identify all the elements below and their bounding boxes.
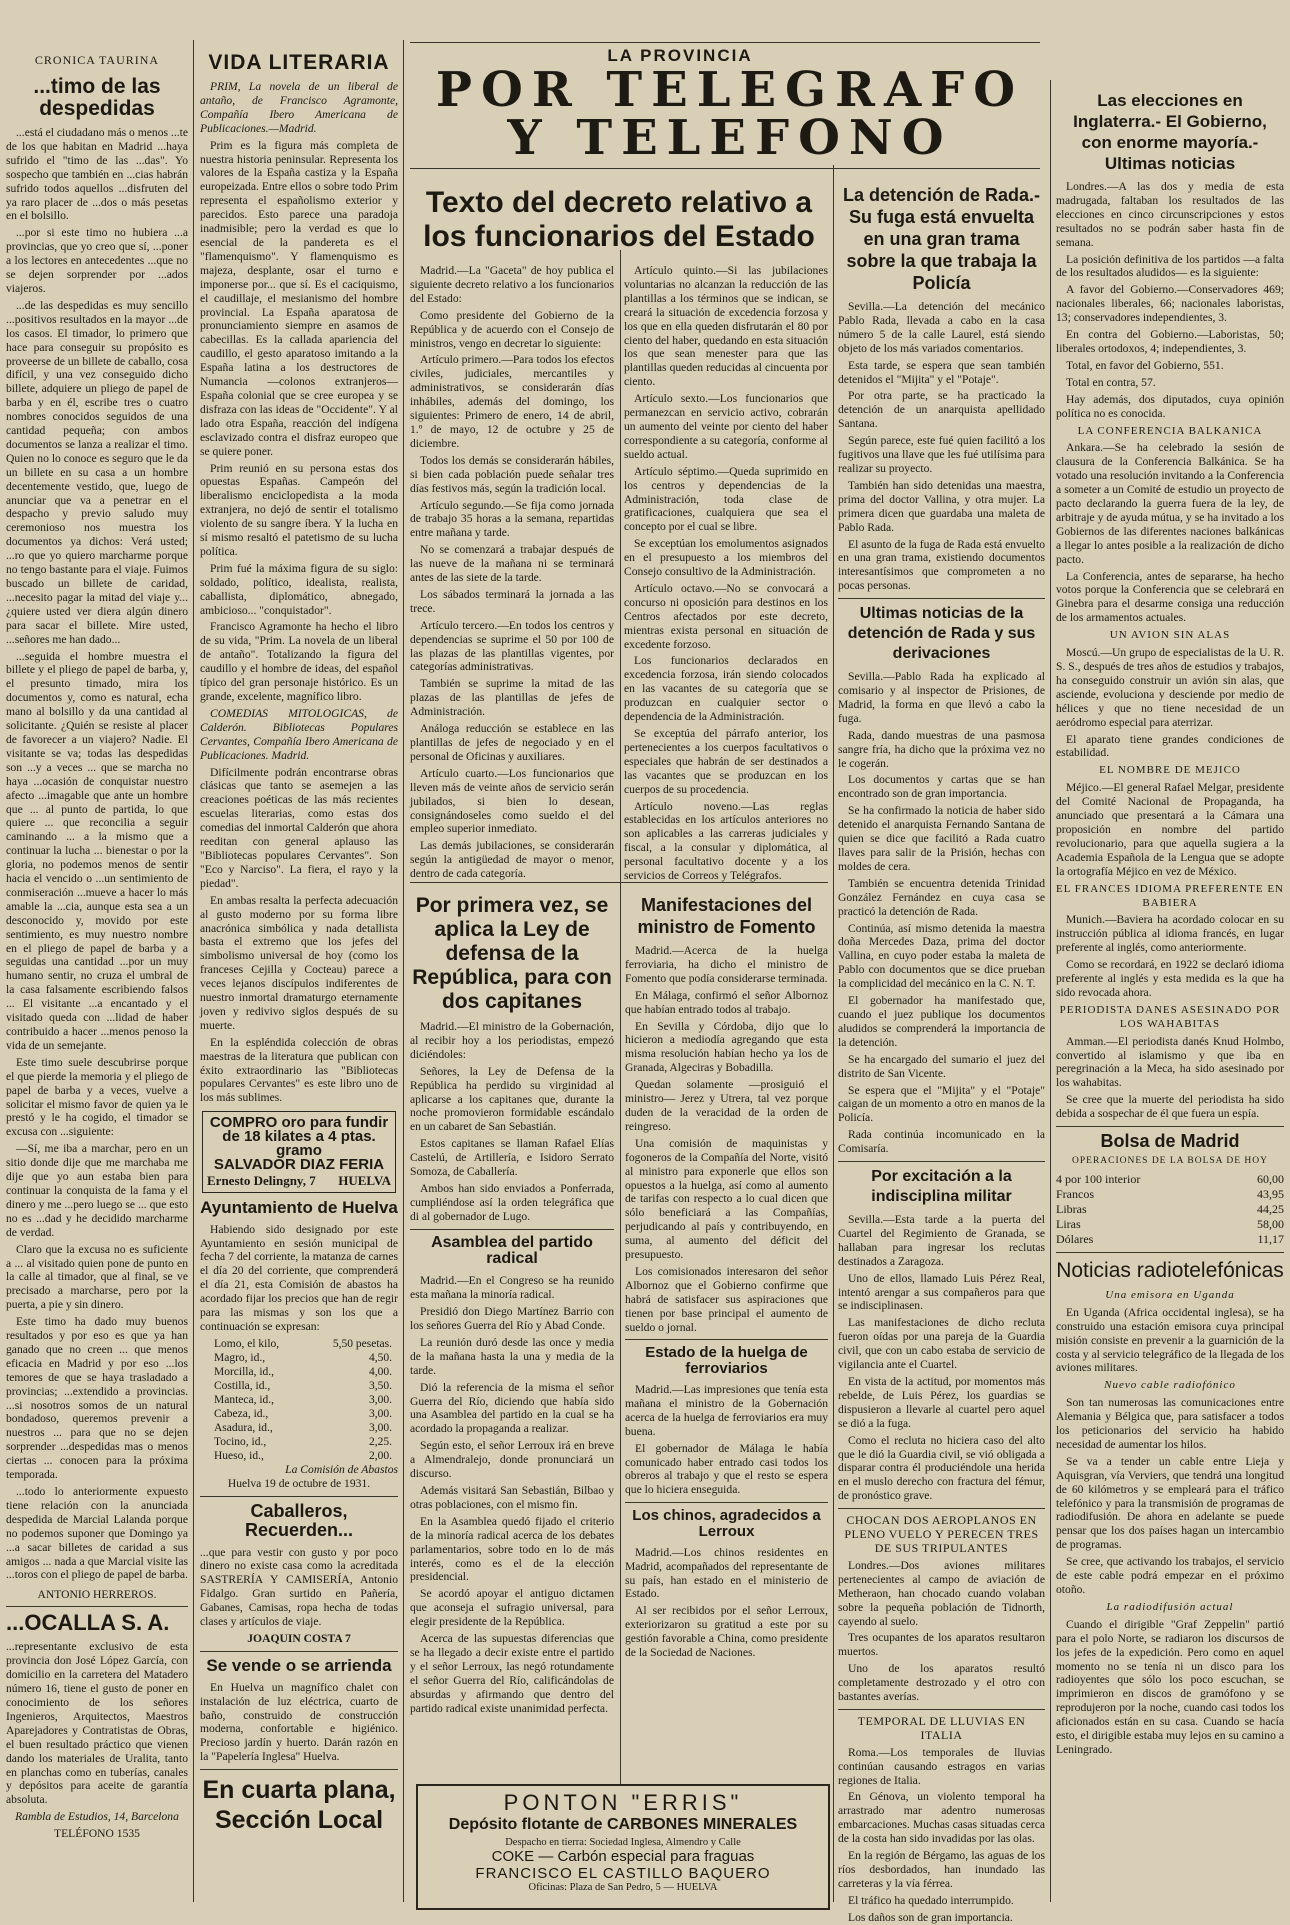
paragraph: Artículo séptimo.—Queda suprimido en los centros y dependencias de la Administración, toda clase de gratificaciones, cualquiera que sea el concepto por el cual se libre. bbox=[624, 464, 828, 534]
section-subtitle: Nuevo cable radiofónico bbox=[1104, 1379, 1236, 1392]
paragraph: El gobernador de Málaga le había comunicado haber entrado casi todos los obreros al trabajo y que el resto se espera que lo hiciera enseguida. bbox=[625, 1441, 828, 1497]
ad-text: ...representante exclusivo de esta provincia don José López García, con domicilio en la carretera del Matadero número 16, tiene el gusto de poner en conocimiento de los señores Ingenieros, Arquitectos, Maestros Aparejadores y Contratistas de Obras, el buen resultado práctico que vienen dando los materiales de Uralita, tanto en planchas como en tuberías, canales y depósitos para aceite de garantía absoluta. bbox=[6, 1640, 188, 1807]
price-row: Costilla, id., 3,50. bbox=[214, 1379, 392, 1392]
article-title: LA CONFERENCIA BALKANICA bbox=[1077, 424, 1263, 437]
article-title: Los chinos, agradecidos a Lerroux bbox=[632, 1507, 821, 1540]
paragraph: Señores, la Ley de Defensa de la República ha perdido su virginidad al aplicarse a los capitanes que, durante la noche promovieron formidable escándalo en un cabaret de San Sebastián. bbox=[410, 1064, 614, 1134]
paragraph: La reunión duró desde las once y media de la mañana hasta la una y media de la tarde. bbox=[410, 1335, 614, 1377]
paragraph: Acerca de las supuestas diferencias que se ha llegado a decir existe entre el partido y el señor Lerroux, las negó rotundamente el señor Guerra del Río, calificándolas de absurdas y afirmando que dentro del partido radical existe unanimidad perfecta. bbox=[410, 1632, 614, 1715]
paragraph: Uno de ellos, llamado Luis Pérez Real, intentó arengar a sus compañeros para que se indisciplinasen. bbox=[838, 1271, 1045, 1313]
paragraph: Los sábados terminará la jornada a las trece. bbox=[410, 587, 614, 615]
paragraph: ...está el ciudadano más o menos ...te de los que habitan en Madrid ...haya sufrido el "timo de las ...das". Yo sospecho que también en ...cias habrán sufrido todos aquellos ...disfruten del ya raro placer de ...dos o más pesetas en el bolsillo. bbox=[6, 126, 188, 223]
paragraph: Los documentos y cartas que se han encontrado son de gran importancia. bbox=[838, 773, 1045, 801]
paragraph: Amman.—El periodista danés Knud Holmbo, convertido al islamismo y que iba en peregrinación a la Meca, ha sido asesinado por los wahabitas. bbox=[1056, 1034, 1284, 1090]
ad-city: HUELVA bbox=[338, 1172, 391, 1188]
bolsa-row: Francos 43,95 bbox=[1056, 1186, 1284, 1201]
paragraph: El asunto de la fuga de Rada está envuelto en una gran trama, existiendo documentos interesantísimos que comprometen a no pocas personas. bbox=[838, 537, 1045, 593]
paragraph: Como se recordará, en 1922 se declaró idioma preferente al inglés y esta medida es la que ha sido revocada ahora. bbox=[1056, 958, 1284, 999]
ad-line: COMPRO oro para fundir bbox=[209, 1114, 389, 1132]
paragraph: Son tan numerosas las comunicaciones entre Alemania y Bélgica que, para satisfacer a todos los peticionarios del servicio ha habido necesidad de aumentar los hilos. bbox=[1056, 1396, 1284, 1451]
paragraph: Quedan solamente —prosiguió el ministro— Jerez y Utrera, tal vez porque duden de la veracidad de la orden de reingreso. bbox=[625, 1078, 828, 1133]
paragraph: Prim reunió en su persona estas dos opuestas Españas. Campeón del liberalismo enciclopedista a la moda extranjera, no dejó de sentir el totalismo violento de su sangre íbera. Y la lucha en sí mismo resaltó el patetismo de su lucha política. bbox=[200, 461, 398, 558]
article-title: EL NOMBRE DE MEJICO bbox=[1099, 764, 1241, 777]
paragraph: Artículo cuarto.—Los funcionarios que lleven más de veinte años de servicio serán jubilados, si bien lo desean, consignándoseles como sueldo el del empleo superior inmediato. bbox=[410, 766, 614, 836]
ad-title: ...OCALLA S. A. bbox=[6, 1610, 170, 1636]
ad-address: Rambla de Estudios, 14, Barcelona bbox=[15, 1810, 179, 1824]
paragraph: ...de las despedidas es muy sencillo ...positivos resultados en la mayor ...de los casos. El timador, lo primero que hace para conseguir su propósito es proveerse de un billete de caballo, cosa difícil, y una vez conseguido dicho billete, adquiere un pliego de papel de barba y en él, escribe tres o cuatro nombres conocidos seguidos de una cantidad pequeña; con ambos documentos se lanza a realizar el timo. Quien no lo conoce es seguro que le da un billete en su casa a un hombre decentemente vestido, que, luego de anunciar que va a penetrar en el despacho y previo saludo muy ceremonioso nos muestra los documentos ya dichos: Verá usted; ...ro que yo quiero marcharme porque no tengo bastante para el viaje. Fuimos buscado un billete de caridad, ...necesito pagar la mitad del viaje y... ¿quiere usted ver diera algún dinero para sacar el billete. Mire usted, ...señores me han dado... bbox=[6, 298, 188, 646]
paragraph: Artículo noveno.—Las reglas establecidas en los artículos anteriores no son aplicables a las carreras judiciales y fiscal, a la consular y diplomática, al personal facultativo docente y a los servicios de Correos y Telégrafos. bbox=[624, 799, 828, 883]
ad-title: Caballeros, Recuerden... bbox=[244, 1500, 354, 1540]
article-title: UN AVION SIN ALAS bbox=[1109, 629, 1231, 642]
paragraph: En la región de Bérgamo, las aguas de los ríos desbordados, han inundado las carreteras y la vía férrea. bbox=[838, 1849, 1045, 1890]
paragraph: Méjico.—El general Rafael Melgar, presidente del Comité Nacional de Propaganda, ha anunciado que presentará a la Cámara una proposición en nombre del partido revolucionario, para que aquella sugiera a la Academia Española de la Lengua que se adopte la ortografía Méjico en vez de México. bbox=[1056, 781, 1284, 878]
section-subtitle: OPERACIONES DE LA BOLSA DE HOY bbox=[1072, 1155, 1268, 1166]
bolsa-table bbox=[1056, 1172, 1284, 1247]
price-row: Hueso, id., 2,00. bbox=[214, 1449, 392, 1462]
paragraph: En Uganda (Africa occidental inglesa), se ha construido una estación emisora cuya principal misión consiste en prevenir a la guarnición de la costa y al servicio telegráfico de la llegada de los aviones militares. bbox=[1056, 1305, 1284, 1375]
paragraph: Según parece, este fué quien facilitó a los fugitivos una llave que les fué utilísima para realizar su proyecto. bbox=[838, 434, 1045, 475]
paragraph: Artículo segundo.—Se fija como jornada de trabajo 35 horas a la semana, repartidas entre mañana y tarde. bbox=[410, 498, 614, 540]
column-ley-defensa bbox=[410, 890, 614, 1912]
bolsa-row: Dólares 11,17 bbox=[1056, 1231, 1284, 1246]
paragraph: Presidió don Diego Martínez Barrio con los señores Guerra del Río y Abad Conde. bbox=[410, 1305, 614, 1332]
article-title: PERIODISTA DANES ASESINADO POR LOS WAHABITAS bbox=[1059, 1003, 1281, 1030]
column-rule bbox=[193, 40, 194, 1902]
paragraph: Hay además, dos diputados, cuya opinión política no es conocida. bbox=[1056, 392, 1284, 420]
paragraph: Total en contra, 57. bbox=[1066, 375, 1156, 389]
paragraph: Francisco Agramonte ha hecho el libro de su vida, "Prim. La novela de un liberal de antaño". Totalizando la figura del caudillo y el hombre de ideas, del español típico del gran personaje histórico. Es un grande, excelente, magnífico libro. bbox=[200, 620, 398, 704]
column-rule bbox=[833, 165, 834, 1902]
paragraph: Se cree, que activando los trabajos, el servicio de este cable podrá empezar en el próximo otoño. bbox=[1056, 1555, 1284, 1597]
paragraph: El tráfico ha quedado interrumpido. bbox=[848, 1893, 1014, 1907]
paragraph: En la espléndida colección de obras maestras de la literatura que publican con éxito extraordinario las "Bibliotecas populares Cervantes" es este libro uno de los más sublimes. bbox=[200, 1035, 398, 1105]
paragraph: Madrid.—Acerca de la huelga ferroviaria, ha dicho el ministro de Fomento que podía considerarse terminada. bbox=[625, 944, 828, 985]
paragraph: Ambos han sido enviados a Ponferrada, cumpliéndose así la orden telegráfica que di al gobernador de Lugo. bbox=[410, 1181, 614, 1223]
article-title: Texto del decreto relativo a los funcionarios del Estado bbox=[423, 186, 815, 253]
banner-title-line2: Y TELEFONO bbox=[507, 110, 953, 166]
paragraph: El gobernador ha manifestado que, cuando el juez publique los documentos aludidos se comprenderá la importancia de la detención. bbox=[838, 994, 1045, 1049]
column-fomento bbox=[625, 890, 828, 1778]
section-label: CRONICA TAURINA bbox=[34, 53, 160, 67]
paragraph: Este timo ha dado muy buenos resultados y por eso es que ya han ganado que no creen ... que menos eficacia en Madrid y por eso ...los temores de que se haya trasladado a provincias; ...extendido a provincias. ...si nosotros somos de un natural bondadoso, queremos prevenir a nuestros ... para que no se dejen sorprender ...despedidas mas o menos ciertas ... conocen para la próxima temporada. bbox=[6, 1315, 188, 1482]
gold-buyer-ad bbox=[202, 1111, 396, 1193]
article-title: TEMPORAL DE LLUVIAS EN ITALIA bbox=[857, 1713, 1026, 1742]
banner-title-line1: POR TELEGRAFO bbox=[435, 62, 1025, 118]
paragraph: Por otra parte, se ha practicado la detención de un anarquista apellidado Santana. bbox=[838, 389, 1045, 431]
paragraph: Munich.—Baviera ha acordado colocar en su instrucción pública al idioma francés, en lugar preferente al inglés, como anteriormente. bbox=[1056, 913, 1284, 955]
paragraph: Se exceptúa del párrafo anterior, los pertenecientes a los cuerpos facultativos o especiales que habrán de ser destinados a las vacantes que se produzcan en los cuerpos de su procedencia. bbox=[624, 727, 828, 796]
ad-line: SALVADOR DIAZ FERIA bbox=[213, 1156, 385, 1174]
notice-title: Ayuntamiento de Huelva bbox=[200, 1197, 398, 1217]
paragraph: Cuando el dirigible "Graf Zeppelin" partió para el polo Norte, se radiaron los discursos de los jefes de la expedición. Pero como en aquel momento no se tenía ni un disco para los radioyentes que sólo los poco escuchan, se imprimieron en discos de gramófono y se reprodujeron por la noche, cuando casi todos los aficionados están en su casa. Cuando se hacía esto, el dirigible estaba muy lejos en su camino a Leningrado. bbox=[1056, 1617, 1284, 1756]
paragraph: La posición definitiva de los partidos —a falta de los resultados aludidos— es la siguiente: bbox=[1056, 252, 1284, 280]
paragraph: Moscú.—Un grupo de especialistas de la U. R. S. S., después de tres años de estudios y trabajos, ha conseguido construir un avión sin alas, que asciende, evoluciona y desciende por medio de hélices y que no tiene necesidad de un aeródromo especial para aterrizar. bbox=[1056, 646, 1284, 729]
book-intro: PRIM, La novela de un liberal de antaño, de Francisco Agramonte, Compañía Ibero Americana de Publicaciones.—Madrid. bbox=[200, 80, 398, 135]
column-cronica-taurina bbox=[6, 50, 188, 1912]
paragraph: Prim fué la máxima figura de su siglo: soldado, político, idealista, realista, caballista, diplomático, abnegado, ambicioso... "conquistador". bbox=[200, 561, 398, 617]
ad-text: ...que para vestir con gusto y por poco dinero no existe casa como la acreditada SASTRERÍA Y CAMISERÍA, Antonio Fidalgo. Gran surtido en Pañería, Gabanes, Camisas, ropa hecha de todas clases y artículos de viaje. bbox=[200, 1545, 398, 1629]
article-signature: ANTONIO HERREROS. bbox=[37, 1588, 157, 1602]
paragraph: Se acordó apoyar el antiguo dictamen que aconseja el sufragio universal, para elegir presidente de la República. bbox=[410, 1587, 614, 1629]
paragraph: Habiendo sido designado por este Ayuntamiento en sesión municipal de fecha 7 del corriente, la matanza de carnes el día 20 del corriente, que comprenderá el día 21, esta Comisión de abastos ha acordado fijar los precios que han de regir para las mismas y son los que a continuación se expresan: bbox=[200, 1222, 398, 1334]
paragraph: Se exceptúan los emolumentos asignados en el presupuesto a los miembros del Consejo consultivo de la Administración. bbox=[624, 537, 828, 579]
paragraph: Sevilla.—Pablo Rada ha explicado al comisario y al inspector de Prisiones, de Madrid, la forma en que llevó a cabo la fuga. bbox=[838, 670, 1045, 725]
paragraph: Como presidente del Gobierno de la República y de acuerdo con el Consejo de ministros, vengo en decretar lo siguiente: bbox=[410, 308, 614, 350]
section-title: VIDA LITERARIA bbox=[208, 51, 390, 74]
paragraph: Al ser recibidos por el señor Lerroux, exteriorizaron su gratitud a este por su gestión favorable a China, como presidente de la Sociedad de Naciones. bbox=[625, 1604, 828, 1660]
article-rule bbox=[410, 882, 828, 883]
decree-column-b bbox=[624, 264, 828, 886]
paragraph: Claro que la excusa no es suficiente a ... al visitado quien pone de punto en la calle al timador, que al final, se ve precisado a marcharse, pero por la puerta, a pie y sin dinero. bbox=[6, 1242, 188, 1312]
article-title: CHOCAN DOS AEROPLANOS EN PLENO VUELO Y PERECEN TRES DE SUS TRIPULANTES bbox=[844, 1513, 1039, 1555]
ad-address: Ernesto Delingny, 7 bbox=[207, 1172, 316, 1188]
paragraph: Esta tarde, se espera que sean también detenidos el "Mijita" y el "Potaje". bbox=[838, 358, 1045, 386]
column-internacional bbox=[1056, 86, 1284, 1912]
masthead: LA PROVINCIA bbox=[607, 46, 753, 65]
paragraph: Artículo octavo.—No se convocará a concurso ni oposición para destinos en los Centros afectados por este decreto, mientras exista personal en situación de excedente forzoso. bbox=[624, 581, 828, 651]
paragraph: Artículo tercero.—En todos los centros y dependencias se suprime el 50 por 100 de las plazas de las plantillas vigentes, por categorías administrativas. bbox=[410, 618, 614, 674]
ponton-erris-ad bbox=[416, 1784, 830, 1910]
bolsa-row: Libras 44,25 bbox=[1056, 1201, 1284, 1216]
section-subtitle: La radiodifusión actual bbox=[1106, 1600, 1234, 1613]
article-title: La detención de Rada.-Su fuga está envuelta en una gran trama sobre la que trabaja la Policía bbox=[842, 185, 1041, 293]
ad-title: Se vende o se arrienda bbox=[206, 1655, 392, 1675]
paragraph: En ambas resalta la perfecta adecuación al gusto moderno por su forma libre anacrónica simbólica y nada detallista basta el extremo que los jefes del simbolismo universal de hoy (como los franceses Cejilla y Cocteau) parece a veces lejanos discípulos indiferentes de nuestro inmortal dramaturgo eternamente joven y redivivo siglos después de su muerte. bbox=[200, 893, 398, 1032]
paragraph: Sevilla.—La detención del mecánico Pablo Rada, llevada a cabo en la casa número 5 de la calle Laurel, está siendo objeto de los más variados comentarios. bbox=[838, 300, 1045, 355]
paragraph: La Conferencia, antes de separarse, ha hecho votos porque la Conferencia que se celebrará en Ginebra para el desarme consiga una reducción de los armamentos actuales. bbox=[1056, 569, 1284, 625]
section-pointer: En cuarta plana, Sección Local bbox=[202, 1776, 396, 1835]
decree-column-a bbox=[410, 264, 614, 886]
paragraph: Se espera que el "Mijita" y el "Potaje" caigan de un momento a otro en manos de la Policía. bbox=[838, 1083, 1046, 1125]
paragraph: ...por si este timo no hubiera ...a provincias, que yo creo que sí, ...poner a los lectores en antecedentes ...que no se dejen sorprender por ...ados viajeros. bbox=[6, 226, 188, 295]
paragraph: También se encuentra detenida Trinidad González Fernández en cuya casa se practicó la detención de Rada. bbox=[838, 876, 1045, 918]
paragraph: Los funcionarios declarados en excedencia forzosa, irán siendo colocados en las vacantes de su categoría que se produzcan en cualquier sector o dependencia de la Administración. bbox=[624, 654, 828, 724]
price-row: Tocino, id., 2,25. bbox=[214, 1435, 392, 1448]
paragraph: —Sí, me iba a marchar, pero en un sitio donde dije que me marchaba me dije que yo aun estaba bien para continuar la conquista de la fama y el dinero y me ...pero luego se ... que esto no es ...dad y he decidido marcharme de verdad. bbox=[6, 1142, 188, 1239]
paragraph: Continúa, así mismo detenida la maestra doña Mercedes Daza, prima del doctor Vallina, en cuyo poder estaba la maleta de Pablo con documentos que se dice prueban la complicidad del mecánico en la C. N. T. bbox=[838, 921, 1045, 991]
paragraph: Prim es la figura más completa de nuestra historia peninsular. Representa los valores de la España castiza y la España europeizada. Entre ellos o sobre todo Prim representa el españolismo exterior y parecidos. Esto parece una paradoja inadmisible; pero la verdad es que lo esencial de la pandereta es el "flamenquismo". Y flamenquismo es majeza, desplante, osar el turno e imponerse por... que sí. Es el caciquismo, el caudillaje, el mesianismo del hombre provincial. La España aparatosa de pronunciamiento siempre en asamos de cabecillas. Es la callada apariencia del caudillo, el gesto aparatoso imitando a la España latina a los destructores de Numancia —colonos extranjeros— España colonial que se cree europea y se disfraza con las ideas de "Occidente". Y al lado otra España, reacción del indígena esclavizado contra el disfraz europeo que se quiere poner. bbox=[200, 138, 398, 458]
ad-line: COKE — Carbón especial para fraguas bbox=[491, 1848, 755, 1865]
ad-line: Depósito flotante de CARBONES MINERALES bbox=[448, 1816, 798, 1833]
paragraph: Se ha encargado del sumario el juez del distrito de San Vicente. bbox=[838, 1052, 1045, 1080]
paragraph: Estos capitanes se llaman Rafael Elías Castelú, de Artillería, e Isidoro Serrato Somoza, de Caballería. bbox=[410, 1137, 614, 1179]
paragraph: Dió la referencia de la misma el señor Guerra del Río, diciendo que había sido una Asamblea del partido en la cual se ha acordado la propaganda a realizar. bbox=[410, 1380, 614, 1436]
masthead-rule bbox=[410, 42, 1040, 43]
paragraph: Londres.—A las dos y media de esta madrugada, faltaban los resultados de las elecciones en cinco circunscripciones y estos resultados no se podrán saber hasta fin de semana. bbox=[1056, 180, 1284, 249]
paragraph: Rada, dando muestras de una pasmosa sangre fría, ha dicho que la próxima vez no le cogerán. bbox=[838, 728, 1045, 770]
paragraph: Madrid.—La "Gaceta" de hoy publica el siguiente decreto relativo a los funcionarios del Estado: bbox=[410, 264, 614, 305]
paragraph: Roma.—Los temporales de lluvias continúan causando estragos en varias regiones de Italia. bbox=[838, 1745, 1045, 1787]
paragraph: Artículo primero.—Para todos los efectos civiles, judiciales, mercantiles y administrativos, se considerarán días inhábiles, además del domingo, los siguientes: Primero de enero, 14 de abril, 1.º de mayo, 12 de octubre y 25 de diciembre. bbox=[410, 353, 614, 450]
book-intro: COMEDIAS MITOLOGICAS, de Calderón. Bibliotecas Populares Cervantes, Compañía Ibero Americana de Publicaciones. Madrid. bbox=[200, 706, 398, 762]
ad-line: de 18 kilates a 4 ptas. gramo bbox=[222, 1128, 376, 1160]
paragraph: En vista de la actitud, por momentos más rebelde, de Luis Pérez, los guardias se dispusieron a llevarle al cuartel pero aquel se dió a la fuga. bbox=[838, 1375, 1045, 1430]
paragraph: Como el recluta no hiciera caso del alto que le dió la Guardia civil, se vió obligada a disparar contra él produciéndole una herida en el muslo derecho con fractura del fémur, de pronóstico grave. bbox=[838, 1433, 1045, 1503]
article-title: Ultimas noticias de la detención de Rada y sus derivaciones bbox=[847, 605, 1036, 663]
paragraph: Todos los demás se considerarán hábiles, si bien cada población puede señalar tres días festivos más, según la tradición local. bbox=[410, 453, 614, 495]
paragraph: Madrid.—El ministro de la Gobernación, al recibir hoy a los periodistas, empezó diciéndoles: bbox=[410, 1020, 614, 1061]
paragraph: Uno de los aparatos resultó completamente destrozado y el otro con bastantes averías. bbox=[838, 1662, 1045, 1704]
paragraph: Se ha confirmado la noticia de haber sido detenido el anarquista Fernando Santana de quien se dice que facilitó a Rada cuatro llaves para salir de la Prisión, hechas con moldes de cera. bbox=[838, 804, 1045, 873]
banner-rule bbox=[410, 168, 1040, 169]
ad-line: PONTON "ERRIS" bbox=[503, 1790, 743, 1815]
price-row: Asadura, id., 3,00. bbox=[214, 1421, 392, 1434]
notice-signature: La Comisión de Abastos bbox=[285, 1462, 398, 1476]
paragraph: Tres ocupantes de los aparatos resultaron muertos. bbox=[838, 1631, 1045, 1659]
paragraph: Artículo quinto.—Si las jubilaciones voluntarias no alcanzan la reducción de las plantillas a los términos que se indican, se creará la situación de excedencia forzosa y los que en ella queden disfrutarán el 80 por ciento del haber, quedando en esta situación los que sean menester para que las plantillas queden reducidas al cincuenta por ciento. bbox=[624, 264, 828, 389]
paragraph: No se comenzará a trabajar después de las nueve de la mañana ni se terminará antes de las siete de la tarde. bbox=[410, 543, 614, 585]
paragraph: Londres.—Dos aviones militares pertenecientes al campo de aviación de Metheraon, han chocado cuando volaban sobre la pequeña población de Tidnorth, cayendo al suelo. bbox=[838, 1558, 1045, 1628]
article-title: Por excitación a la indisciplina militar bbox=[871, 1168, 1012, 1206]
paragraph: Total, en favor del Gobierno, 551. bbox=[1066, 358, 1224, 372]
ad-text: En Huelva un magnífico chalet con instalación de luz eléctrica, cuarto de baño, construido de construcción moderna, confortable e higiénico. Precioso jardín y huerto. Darán razón en la "Papelería Inglesa" Huelva. bbox=[200, 1680, 398, 1764]
article-title: Manifestaciones del ministro de Fomento bbox=[637, 895, 816, 937]
price-row: Lomo, el kilo, 5,50 pesetas. bbox=[214, 1337, 392, 1350]
price-row: Morcilla, id., 4,00. bbox=[214, 1365, 392, 1378]
paragraph: En Sevilla y Córdoba, dijo que lo hicieron a mediodía agregando que esta misma resolución habían hecho ya los de Granada, Algeciras y Bobadilla. bbox=[625, 1019, 828, 1075]
column-rule bbox=[1050, 80, 1051, 1902]
article-decreto bbox=[410, 180, 828, 883]
paragraph: Madrid.—En el Congreso se ha reunido esta mañana la minoría radical. bbox=[410, 1274, 614, 1302]
ad-phone: TELÉFONO 1535 bbox=[54, 1827, 140, 1841]
section-subtitle: Una emisora en Uganda bbox=[1105, 1288, 1235, 1301]
paragraph: Los comisionados interesaron del señor Albornoz que el Gobierno confirme que habrá de satisfacer sus aspiraciones que tienen por base principal el aumento de sueldo o jornal. bbox=[625, 1264, 828, 1334]
notice-date: Huelva 19 de octubre de 1931. bbox=[227, 1476, 371, 1490]
paragraph: En Génova, un violento temporal ha arrastrado mar adentro numerosas embarcaciones. Muchas casas situadas cerca de la costa han sido invadidas por las olas. bbox=[838, 1790, 1045, 1846]
article-title: Asamblea del partido radical bbox=[431, 1233, 593, 1268]
ad-line: FRANCISCO EL CASTILLO BAQUERO bbox=[475, 1865, 771, 1882]
ad-line: Oficinas: Plaza de San Pedro, 5 — HUELVA bbox=[528, 1882, 718, 1893]
paragraph: Las manifestaciones de dicho recluta fueron oídas por una pareja de la Guardia civil, que con un cabo estaba de servicio de vigilancia ante el Cuartel. bbox=[838, 1316, 1045, 1372]
paragraph: ...todo lo anteriormente expuesto tiene relación con la anunciada despedida de Marcial Lalanda porque no podemos suponer que Domingo ya ...a sacar billetes de caridad a sus amigos ... nada a que Marcial visite las ...toros con el pliego de papel de barba. bbox=[6, 1485, 188, 1582]
article-title: Por primera vez, se aplica la Ley de defensa de la República, para con dos capitanes bbox=[412, 894, 612, 1013]
paragraph: También han sido detenidas una maestra, prima del doctor Vallina, y otra mujer. La primera dicen que guardaba una maleta de Pablo Rada. bbox=[838, 478, 1045, 534]
paragraph: Además visitará San Sebastián, Bilbao y otras poblaciones, con el mismo fin. bbox=[410, 1483, 614, 1511]
paragraph: Las demás jubilaciones, se considerarán según la antigüedad de mayor o menor, dentro de cada categoría. bbox=[410, 839, 614, 881]
article-title: Las elecciones en Inglaterra.- El Gobierno, con enorme mayoría.-Ultimas noticias bbox=[1073, 91, 1267, 173]
paragraph: Artículo sexto.—Los funcionarios que permanezcan en servicio activo, cobrarán un aumento del veinte por ciento del haber correspondiente a su categoría, conforme al sueldo actual. bbox=[624, 392, 828, 461]
paragraph: Madrid.—Las impresiones que tenía esta mañana el ministro de la Gobernación acerca de la huelga de ferroviarios era muy buena. bbox=[625, 1382, 828, 1438]
column-vida-literaria bbox=[200, 50, 398, 1912]
paragraph: Rada continúa incomunicado en la Comisaría. bbox=[838, 1128, 1045, 1156]
paragraph: Se va a tender un cable entre Lieja y Aquisgran, vía Verviers, que tendrá una longitud de 60 kilómetros y se empleará para el tráfico telefónico y para la transmisión de programas de radiodifusión. De ahora en adelante se puede pensar que los dos países hagan un intercambio de programas. bbox=[1056, 1454, 1284, 1552]
article-title: ...timo de las despedidas bbox=[33, 74, 161, 120]
paragraph: Análoga reducción se establece en las plantillas de jefes de negociado y en el personal de Oficinas y auxiliares. bbox=[410, 722, 614, 763]
bolsa-row: Liras 58,00 bbox=[1056, 1216, 1284, 1231]
price-row: Manteca, id., 3,00. bbox=[214, 1393, 392, 1406]
paragraph: Los daños son de gran importancia. bbox=[848, 1910, 1013, 1924]
bolsa-row: 4 por 100 interior 60,00 bbox=[1056, 1171, 1284, 1186]
price-list bbox=[200, 1337, 398, 1463]
paragraph: En la Asamblea quedó fijado el criterio de la minoría radical acerca de los debates parlamentarios, sobre todo en lo de más interés, como es el de la elección presidencial. bbox=[410, 1514, 614, 1584]
article-title: Estado de la huelga de ferroviarios bbox=[645, 1344, 808, 1378]
paragraph: El aparato tiene grandes condiciones de estabilidad. bbox=[1056, 732, 1284, 760]
paragraph: Ankara.—Se ha celebrado la sesión de clausura de la Conferencia Balkánica. Se ha votado una resolución invitando a la Conferencia a someter a un Comité de estudio un proyecto de pacto declarando la guerra fuera de la ley, de arbitraje y de ayuda mútua, y se ha invitado a los Gobiernos de las diferentes naciones balkánicas a llegar lo antes posible a la realización de dicho pacto. bbox=[1056, 441, 1284, 566]
paragraph: Una comisión de maquinistas y fogoneros de la Compañía del Norte, visitó al ministro para exponerle que ellos son opuestos a la huelga, así como al aumento de tarifas con respecto a lo cual dicen que sólo beneficiará a las Compañías, perjudicando al país y contribuyendo, en suma, al aumento del déficit del presupuesto. bbox=[625, 1136, 828, 1262]
column-rada bbox=[838, 180, 1046, 1924]
ad-address: JOAQUIN COSTA 7 bbox=[247, 1631, 351, 1645]
paragraph: Madrid.—Los chinos residentes en Madrid, acompañados del representante de su país, han estado en el ministerio de Estado. bbox=[625, 1545, 828, 1601]
article-title: EL FRANCES IDIOMA PREFERENTE EN BABIERA bbox=[1056, 882, 1284, 909]
price-row: Cabeza, id., 3,00. bbox=[214, 1407, 392, 1420]
paragraph: Sevilla.—Esta tarde a la puerta del Cuartel del Regimiento de Granada, se hallaban para ingresar los reclutas destinados a Zaragoza. bbox=[838, 1213, 1045, 1268]
paragraph: Este timo suele descubrirse porque el que pierde la memoria y el pliego de papel de barba y a veces, vuelve a solicitar el mismo favor de quien ya le prestó y le ha cogido, el timador se excusa con ...siguiente: bbox=[6, 1055, 188, 1139]
column-rule bbox=[403, 40, 404, 1902]
paragraph: ...seguida el hombre muestra el billete y el pliego de papel de barba, y, el presunto timado, mira los documentos y, como es natural, echa mano al bolsillo y da una cantidad al solicitante. ¿Quién se resiste al placer de favorecer a un viajero? Nadie. El visitante se va; todas las despedidas son ...y a veces ... que se marcha no haya ...ocasión de conquistar nuestro afecto ...imagable que ante un hombre que ... al punto de partida, lo que quiere ... que reconcilia a seguir caminando ... a la mismo que a continuar la lucha ... bienestar o por la gloria, no podemos menos de sentir hacia el vencido o ...un sentimiento de conmiseración ...mueve a hacer lo más amable la ...cia, aunque esta sea a un desconocido y, movido por este sentimiento, es muy nuestro nombre en el pliego de papel de barba y a seguidas una cantidad ...por un muy humano sentir, no cruza el umbral de la casa falsamente escribiendo falsos ... El visitante ...a encantado y el visitado queda con ...lidad de haber contribuido a hacer ...menos penoso la vida de un semejante. bbox=[6, 649, 188, 1052]
price-row: Magro, id., 4,50. bbox=[214, 1351, 392, 1364]
paragraph: A favor del Gobierno.—Conservadores 469; nacionales liberales, 66; nacionales laboristas, 13; conservadores independientes, 3. bbox=[1056, 283, 1284, 325]
paragraph: En contra del Gobierno.—Laboristas, 50; liberales ortodoxos, 4; independientes, 3. bbox=[1056, 328, 1284, 355]
ad-line: Despacho en tierra: Sociedad Inglesa, Almendro y Calle bbox=[505, 1837, 741, 1848]
paragraph: Se cree que la muerte del periodista ha sido debida a sospechar de él que fuera un espía. bbox=[1056, 1093, 1284, 1121]
section-title: Noticias radiotelefónicas bbox=[1056, 1258, 1284, 1282]
paragraph: Según esto, el señor Lerroux irá en breve a Almendralejo, donde pronunciará un discurso. bbox=[410, 1439, 614, 1481]
paragraph: También se suprime la mitad de las plazas de las plantillas de jefes de Administración. bbox=[410, 677, 614, 719]
paragraph: Difícilmente podrán encontrarse obras clásicas que tanto se asemejen a las creaciones poéticas de las más recientes escuelas literarias, como estas dos comedias del inmortal Calderón que ahora reeditan con general aplauso las "Bibliotecas populares Cervantes". Son "Eco y Narciso". La fiera, el rayo y la piedad". bbox=[200, 765, 398, 890]
section-title: Bolsa de Madrid bbox=[1100, 1131, 1240, 1152]
paragraph: En Málaga, confirmó el señor Albornoz que habían entrado todos al trabajo. bbox=[625, 988, 828, 1016]
